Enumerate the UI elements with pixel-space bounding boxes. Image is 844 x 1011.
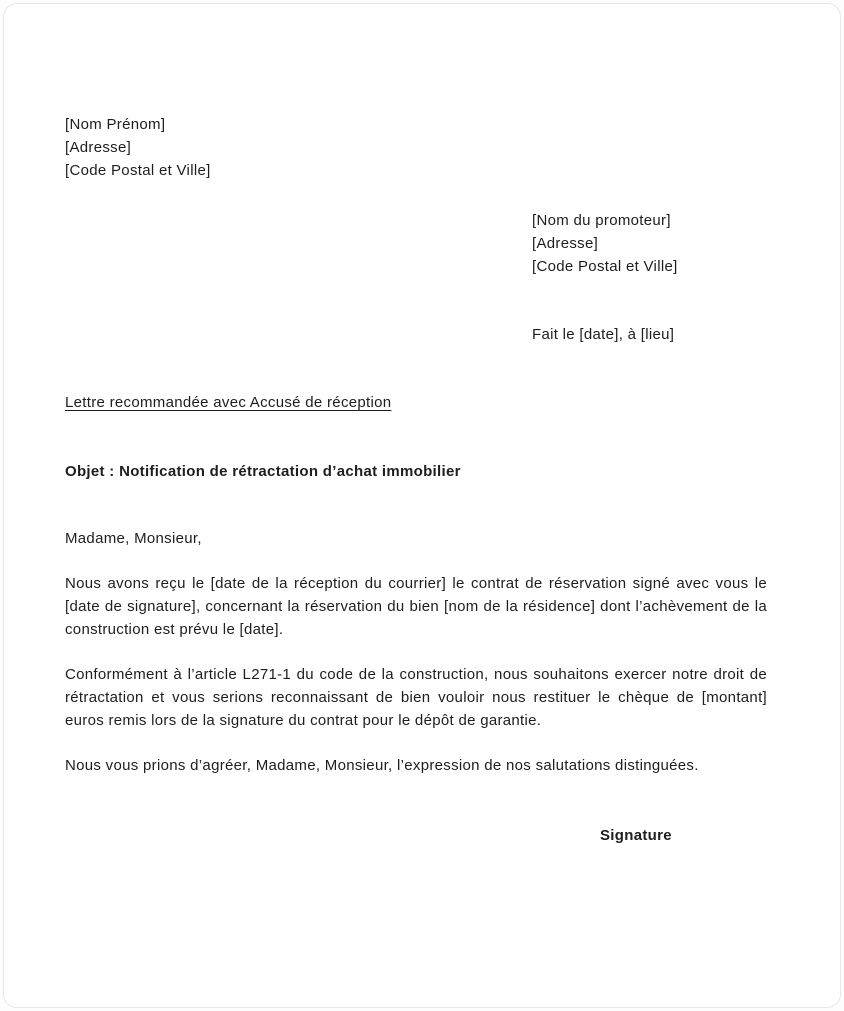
letter-subject: Objet : Notification de rétractation d’achat immobilier bbox=[65, 463, 461, 480]
sender-city: [Code Postal et Ville] bbox=[65, 162, 211, 179]
letter-content bbox=[4, 4, 840, 847]
body-paragraph-1: Nous avons reçu le [date de la réception du courrier] le contrat de réservation signé avec vous le [date de signature], concernant la réservation du bien [nom de la résidence] dont l’achèvement de la construction est prévu le [date]. bbox=[65, 575, 767, 638]
registered-mail-notice: Lettre recommandée avec Accusé de réception bbox=[65, 394, 392, 411]
letter-page bbox=[3, 3, 841, 1008]
salutation: Madame, Monsieur, bbox=[65, 530, 202, 547]
recipient-city: [Code Postal et Ville] bbox=[532, 258, 678, 275]
sender-street: [Adresse] bbox=[65, 139, 132, 156]
recipient-address-block bbox=[532, 209, 767, 278]
sender-address-block bbox=[65, 113, 767, 182]
body-paragraph-3: Nous vous prions d’agréer, Madame, Monsieur, l’expression de nos salutations distinguées. bbox=[65, 757, 699, 774]
signature-label: Signature bbox=[600, 827, 672, 844]
recipient-street: [Adresse] bbox=[532, 235, 599, 252]
recipient-name: [Nom du promoteur] bbox=[532, 212, 671, 229]
sender-name: [Nom Prénom] bbox=[65, 116, 166, 133]
body-paragraph-2: Conformément à l’article L271-1 du code de la construction, nous souhaitons exercer notre droit de rétractation et vous serions reconnaissant de bien vouloir nous restituer le chèque de [montant] euros remis lors de la signature du contrat pour le dépôt de garantie. bbox=[65, 666, 767, 729]
date-place-line: Fait le [date], à [lieu] bbox=[532, 326, 675, 343]
